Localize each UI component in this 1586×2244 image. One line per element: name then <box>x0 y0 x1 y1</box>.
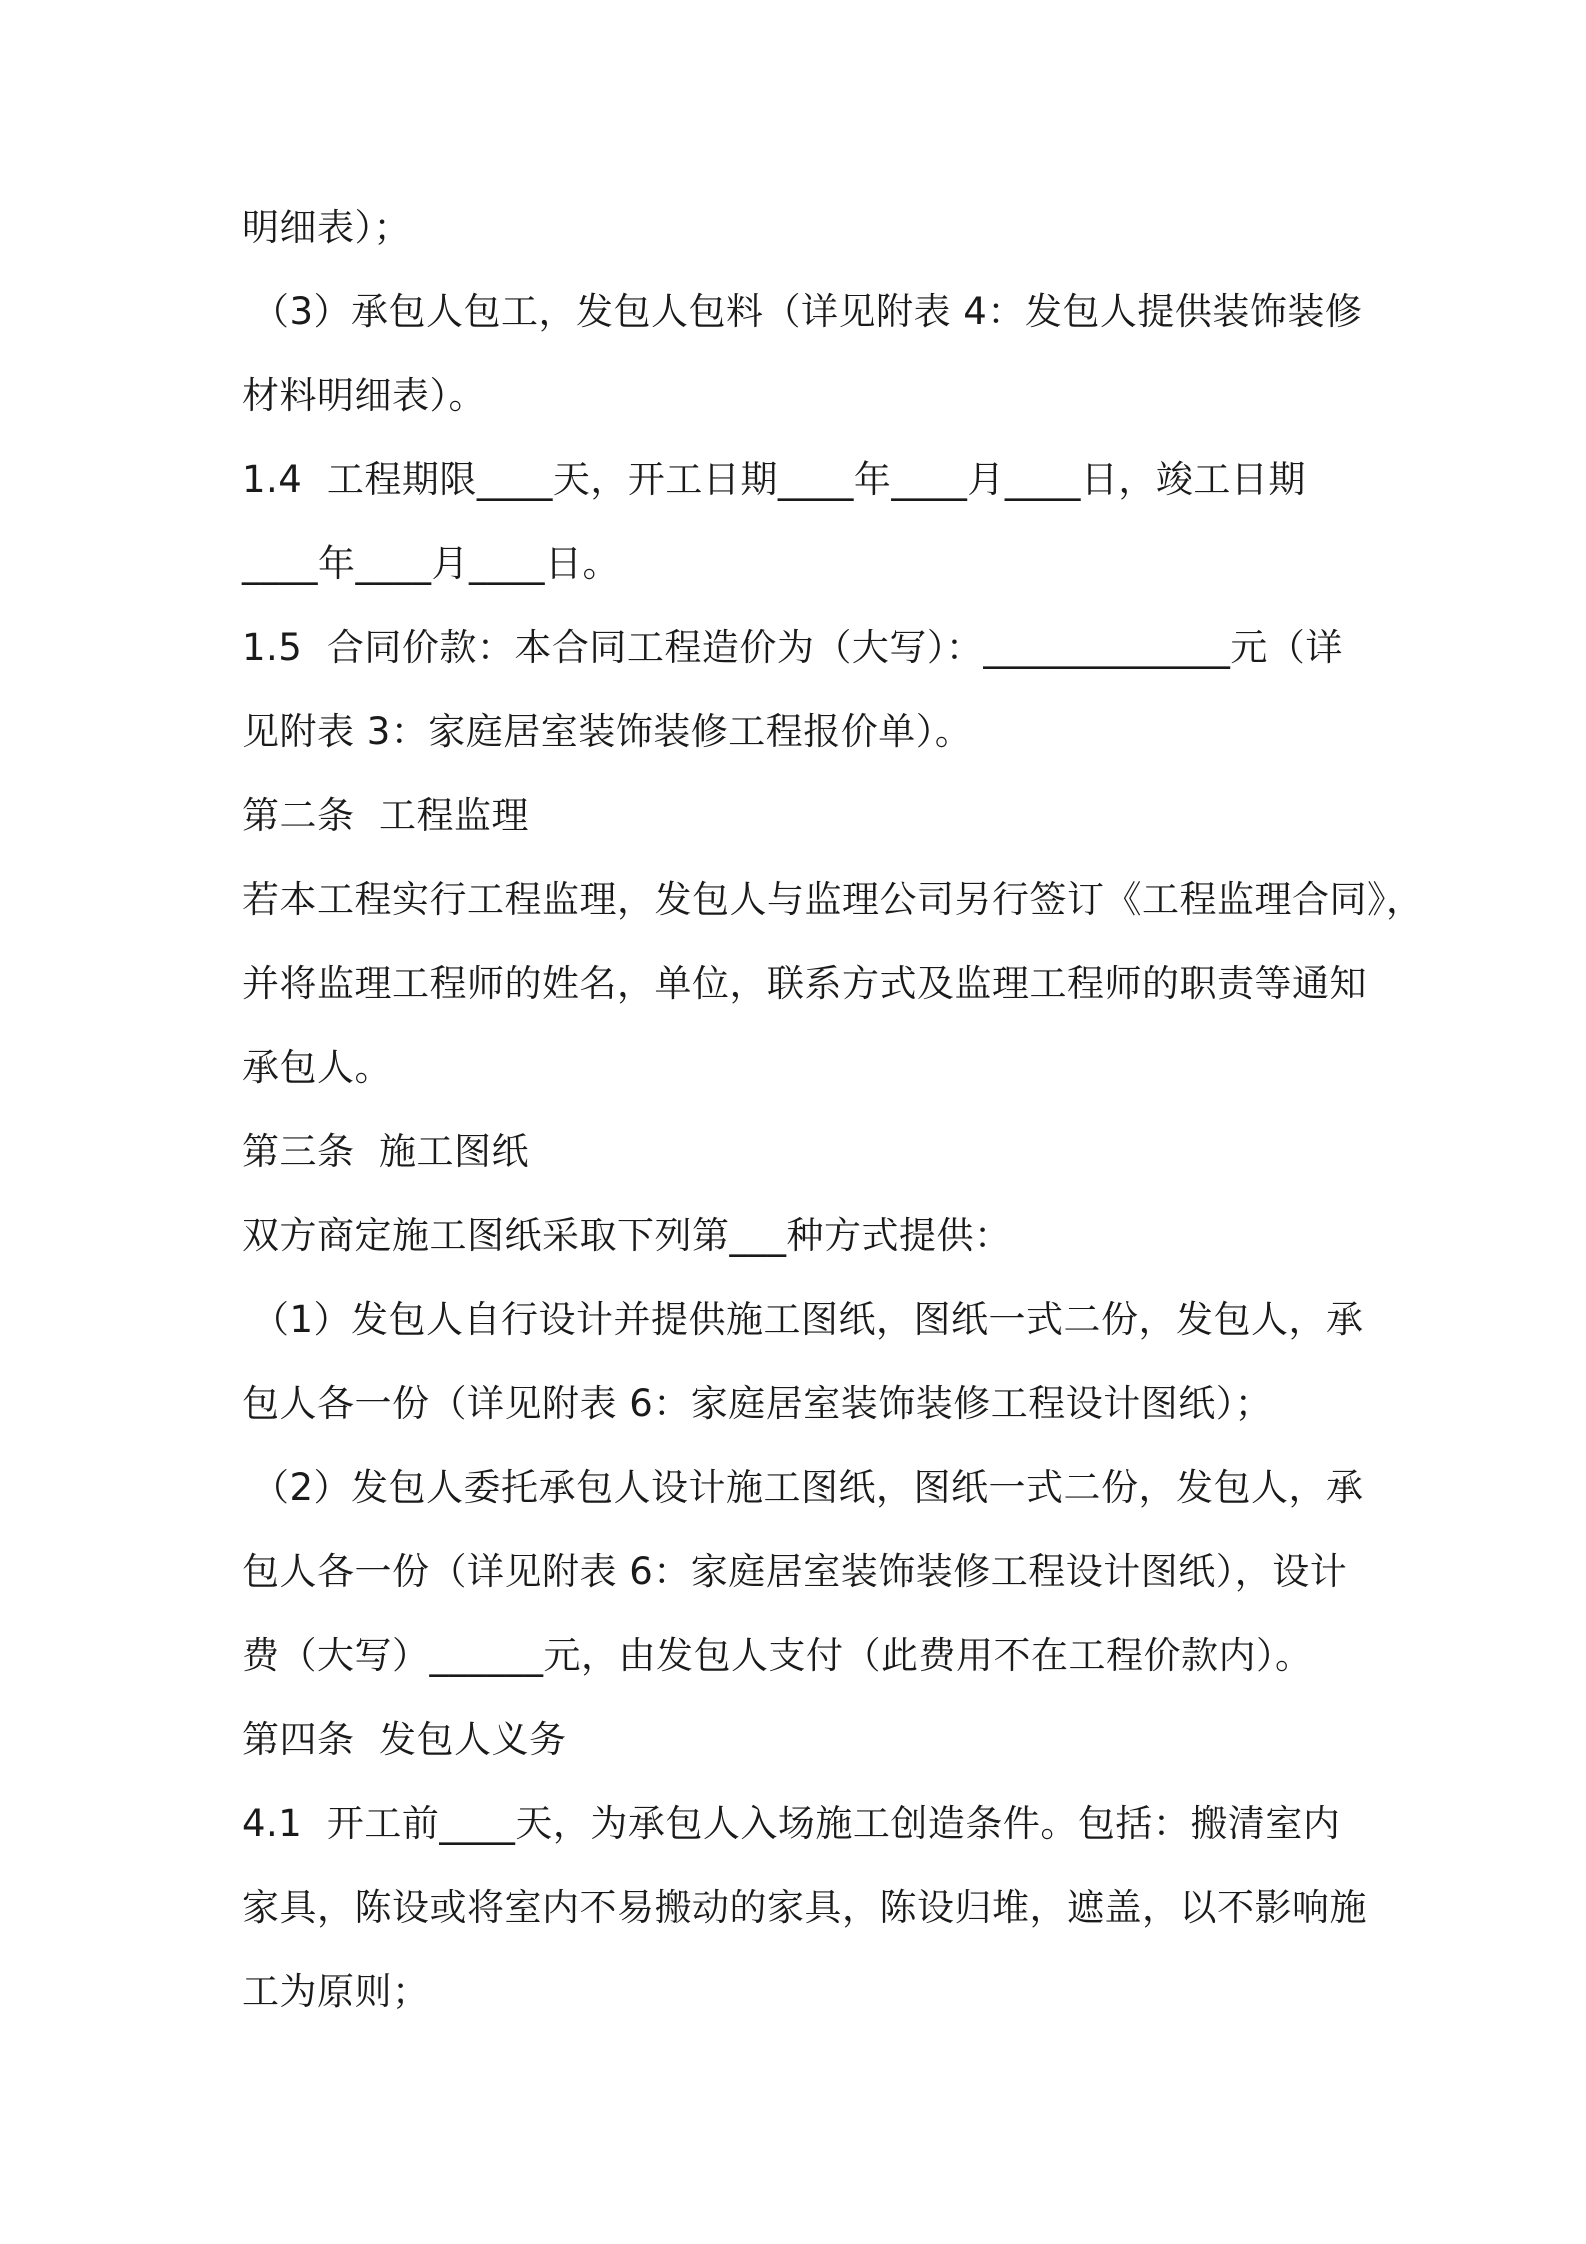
text-line: 见附表 3：家庭居室装饰装修工程报价单）。 <box>242 710 973 753</box>
text-line: 费（大写）______元，由发包人支付（此费用不在工程价款内）。 <box>242 1634 1313 1677</box>
text-line: ____年____月____日。 <box>242 542 620 585</box>
text-line: 承包人。 <box>242 1046 392 1089</box>
text-line: 材料明细表）。 <box>242 374 486 417</box>
text-line: 明细表）； <box>242 206 411 249</box>
text-line: 若本工程实行工程监理，发包人与监理公司另行签订《工程监理合同》， <box>242 878 1424 921</box>
text-line: （1）发包人自行设计并提供施工图纸，图纸一式二份，发包人，承 <box>252 1298 1364 1341</box>
text-line: 包人各一份（详见附表 6：家庭居室装饰装修工程设计图纸），设计 <box>242 1550 1348 1593</box>
section-heading: 第三条 施工图纸 <box>242 1130 530 1173</box>
text-line: 双方商定施工图纸采取下列第___种方式提供： <box>242 1214 1012 1257</box>
text-line: 1.4 工程期限____天，开工日期____年____月____日，竣工日期 <box>242 458 1306 501</box>
text-line: 工为原则； <box>242 1970 430 2013</box>
text-line: 1.5 合同价款：本合同工程造价为（大写）：_____________元（详 <box>242 626 1343 669</box>
text-line: （2）发包人委托承包人设计施工图纸，图纸一式二份，发包人，承 <box>252 1466 1364 1509</box>
section-heading: 第二条 工程监理 <box>242 794 530 837</box>
text-line: 并将监理工程师的姓名，单位，联系方式及监理工程师的职责等通知 <box>242 962 1367 1005</box>
text-line: 4.1 开工前____天，为承包人入场施工创造条件。包括：搬清室内 <box>242 1802 1341 1845</box>
text-line: 家具，陈设或将室内不易搬动的家具，陈设归堆，遮盖，以不影响施 <box>242 1886 1367 1929</box>
text-line: 包人各一份（详见附表 6：家庭居室装饰装修工程设计图纸）； <box>242 1382 1273 1425</box>
section-heading: 第四条 发包人义务 <box>242 1718 567 1761</box>
text-line: （3）承包人包工，发包人包料（详见附表 4：发包人提供装饰装修 <box>252 290 1363 333</box>
